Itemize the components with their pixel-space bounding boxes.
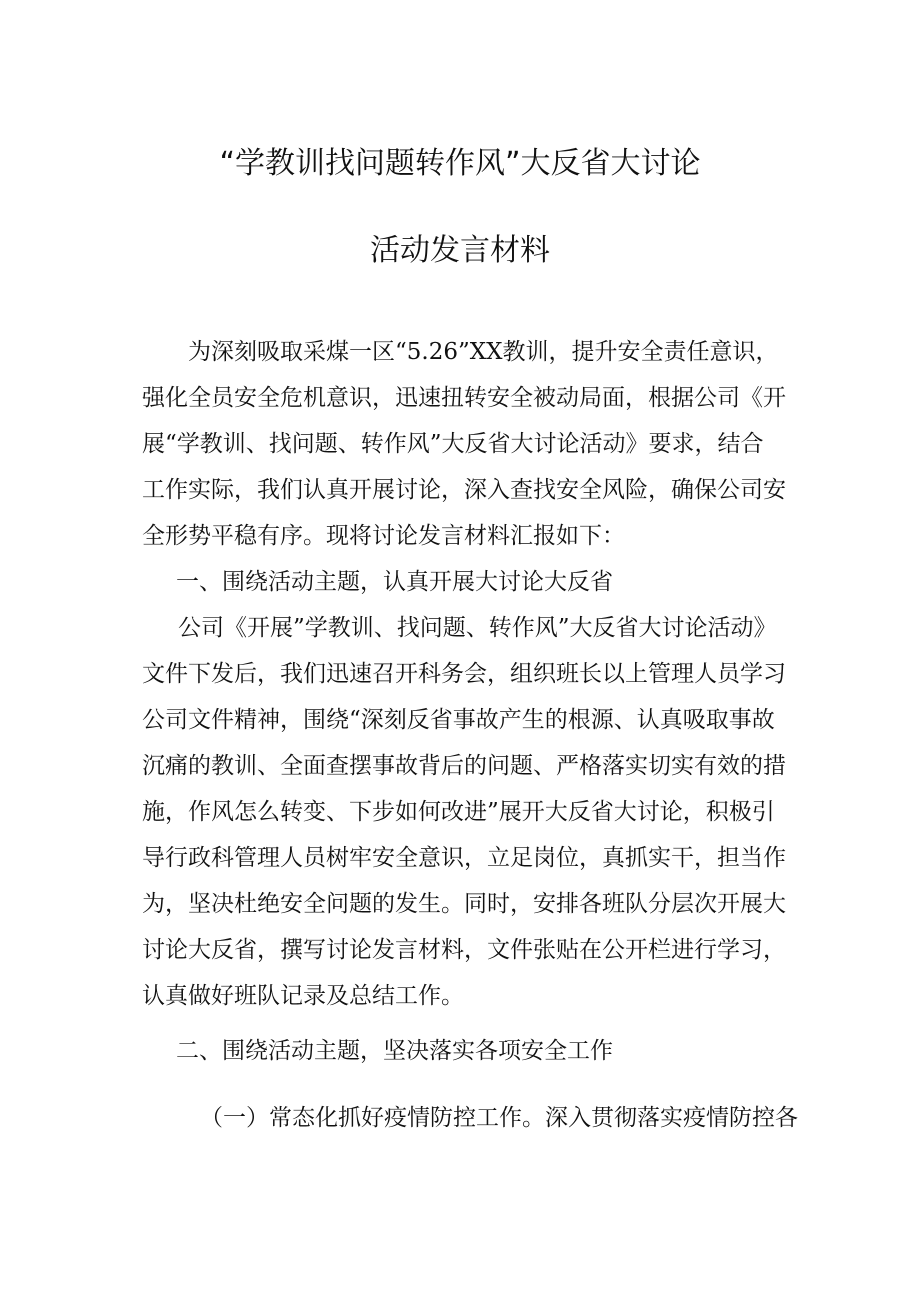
paragraph-line: 工作实际，我们认真开展讨论，深入查找安全风险，确保公司安	[142, 477, 786, 503]
paragraph-line: 为，坚决杜绝安全问题的发生。同时，安排各班队分层次开展大	[142, 891, 786, 917]
paragraph-line: 导行政科管理人员树牢安全意识，立足岗位，真抓实干，担当作	[142, 845, 786, 871]
paragraph-line: 公司文件精神，围绕“深刻反省事故产生的根源、认真吸取事故	[142, 707, 775, 733]
paragraph-line: 文件下发后，我们迅速召开科务会，组织班长以上管理人员学习	[142, 661, 786, 687]
paragraph-line: 沉痛的教训、全面查摆事故背后的问题、严格落实切实有效的措	[142, 753, 786, 779]
document-title-line-1: “学教训找问题转作风”大反省大讨论	[219, 146, 701, 181]
paragraph-line: 讨论大反省，撰写讨论发言材料，文件张贴在公开栏进行学习，	[142, 937, 786, 963]
paragraph-line: 施，作风怎么转变、下步如何改进”展开大反省大讨论，积极引	[142, 799, 775, 825]
document-title-line-2: 活动发言材料	[370, 233, 550, 268]
paragraph-line: 为深刻吸取采煤一区“5.26”XX教训，提升安全责任意识，	[188, 339, 779, 365]
paragraph-line: 强化全员安全危机意识，迅速扭转安全被动局面，根据公司《开	[142, 385, 786, 411]
paragraph-line: 全形势平稳有序。现将讨论发言材料汇报如下：	[142, 523, 625, 549]
paragraph-line: 认真做好班队记录及总结工作。	[142, 983, 464, 1009]
subsection-line: （一）常态化抓好疫情防控工作。深入贯彻落实疫情防控各	[200, 1105, 798, 1131]
section-heading-2: 二、围绕活动主题，坚决落实各项安全工作	[176, 1038, 613, 1064]
section-heading-1: 一、围绕活动主题，认真开展大讨论大反省	[176, 569, 613, 595]
paragraph-line: 展“学教训、找问题、转作风”大反省大讨论活动》要求，结合	[142, 431, 764, 457]
paragraph-line: 公司《开展”学教训、找问题、转作风”大反省大讨论活动》	[178, 615, 777, 641]
